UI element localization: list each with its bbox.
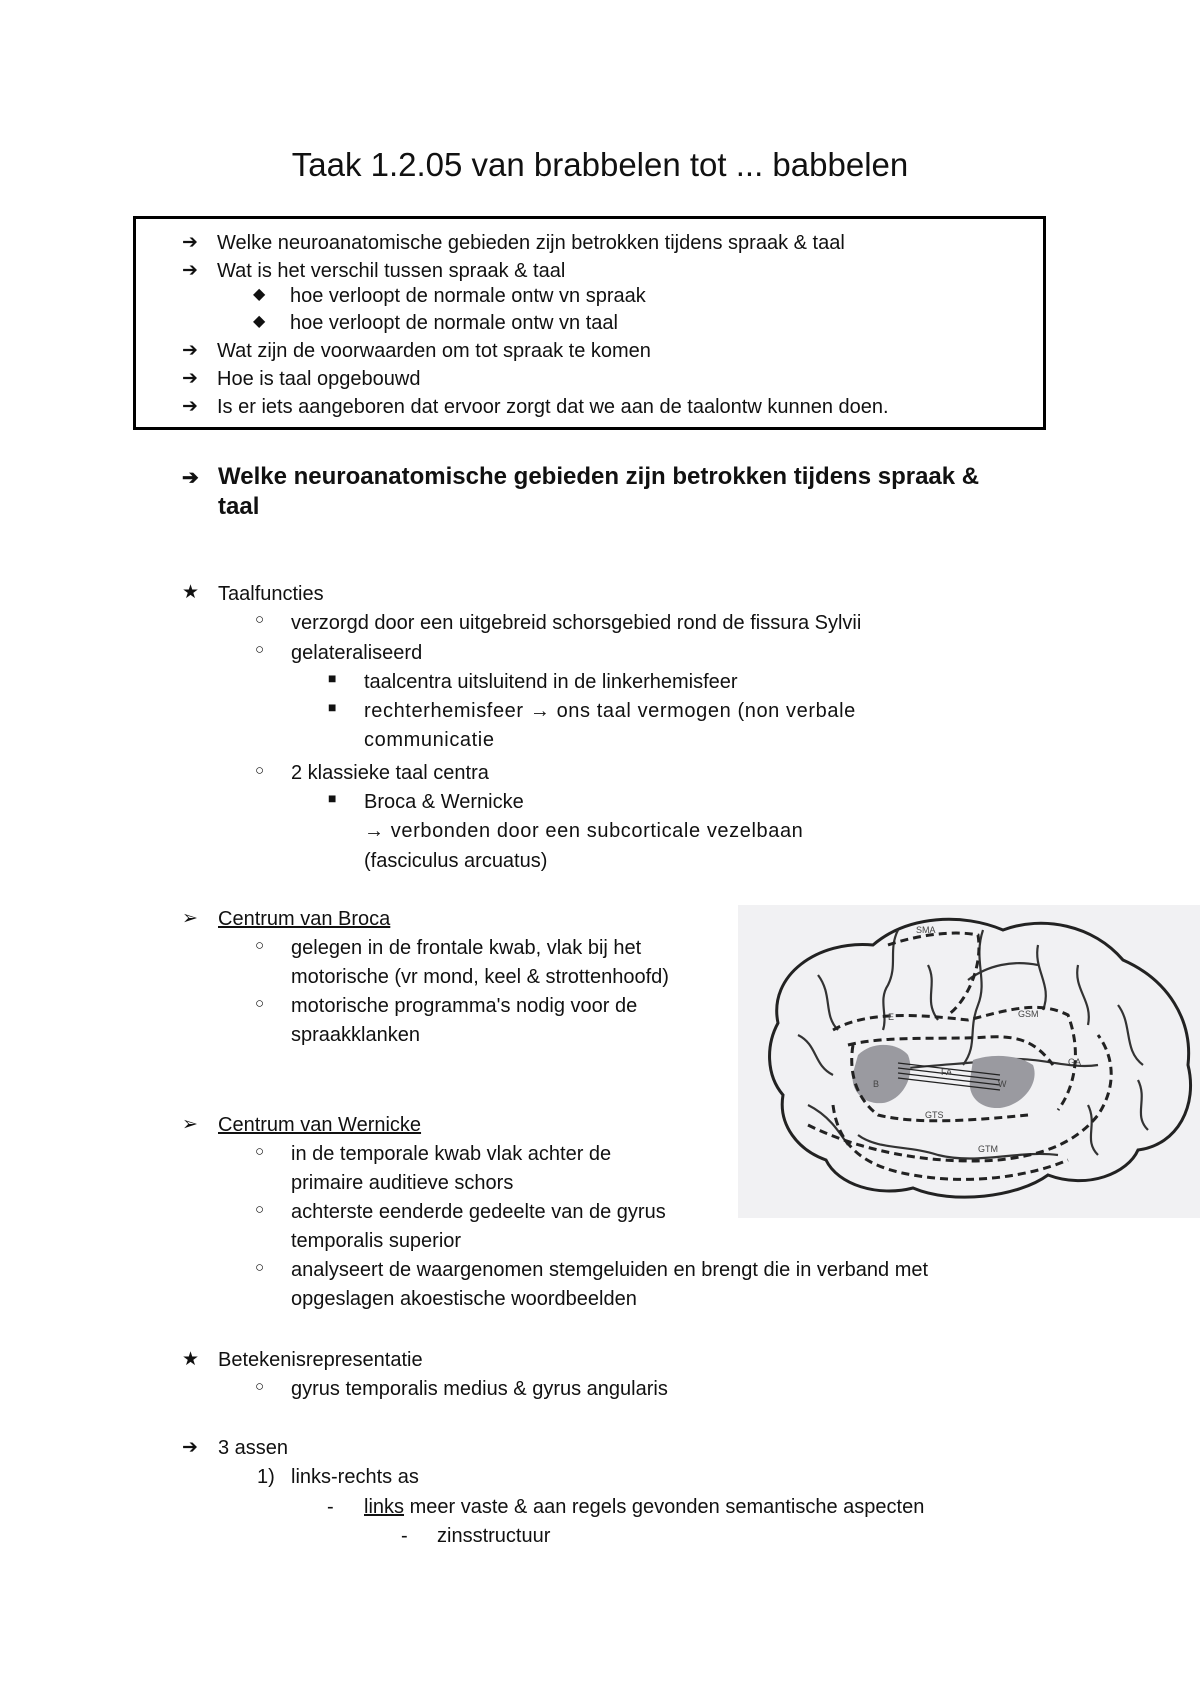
numbered-marker: 1) [257, 1466, 275, 1488]
list-item-cont: temporalis superior [291, 1230, 462, 1252]
list-item: gyrus temporalis medius & gyrus angularis [291, 1378, 668, 1400]
star-bullet-icon: ★ [182, 1349, 200, 1370]
circle-bullet-icon: ○ [255, 611, 265, 628]
circle-bullet-icon: ○ [255, 937, 265, 954]
list-item-cont: communicatie [364, 729, 495, 751]
section-heading-cont: taal [218, 493, 260, 520]
list-item: achterste eenderde gedeelte van de gyrus [291, 1201, 666, 1223]
underlined-word: links [364, 1496, 405, 1518]
list-item: verzorgd door een uitgebreid schorsgebied rond de fissura Sylvii [291, 612, 862, 634]
list-item-cont: → verbonden door een subcorticale vezelbaan [364, 820, 804, 842]
list-item-rest: meer vaste & aan regels gevonden semantische aspecten [404, 1496, 925, 1518]
dash-bullet: - [401, 1525, 408, 1547]
triangle-bullet-icon: ➢ [182, 1114, 198, 1135]
list-item: in de temporale kwab vlak achter de [291, 1143, 612, 1165]
diagram-label: GSM [1018, 1009, 1039, 1019]
list-item: rechterhemisfeer → ons taal vermogen (non verbale [364, 700, 856, 722]
list-item: motorische programma's nodig voor de [291, 995, 638, 1017]
arrow-bullet-icon: ➔ [182, 396, 198, 417]
figure-background [738, 905, 1200, 1218]
box-question: Is er iets aangeboren dat ervoor zorgt dat we aan de taalontw kunnen doen. [217, 396, 889, 418]
diagram-label: GTS [925, 1110, 944, 1120]
list-item-cont: primaire auditieve schors [291, 1172, 514, 1194]
circle-bullet-icon: ○ [255, 1201, 265, 1218]
diagram-label: SMA [916, 925, 936, 935]
list-item: 3 assen [218, 1437, 289, 1459]
diagram-label: B [873, 1079, 880, 1089]
box-question: Hoe is taal opgebouwd [217, 368, 421, 390]
list-item: links-rechts as [291, 1466, 419, 1488]
list-item: 2 klassieke taal centra [291, 762, 489, 784]
list-item [364, 1494, 924, 1520]
subheading-broca: Centrum van Broca [218, 908, 391, 930]
square-bullet-icon: ■ [328, 790, 337, 806]
circle-bullet-icon: ○ [255, 1143, 265, 1160]
list-item: Betekenisrepresentatie [218, 1349, 423, 1371]
diamond-bullet-icon: ◆ [253, 286, 266, 303]
list-item: gelegen in de frontale kwab, vlak bij het [291, 937, 642, 959]
circle-bullet-icon: ○ [255, 1378, 265, 1395]
box-subquestion: hoe verloopt de normale ontw vn taal [290, 312, 618, 334]
arrow-bullet-icon: ➔ [182, 467, 199, 489]
list-item-cont: (fasciculus arcuatus) [364, 850, 548, 872]
square-bullet-icon: ■ [328, 699, 337, 715]
list-item: zinsstructuur [437, 1525, 551, 1547]
arrow-bullet-icon: ➔ [182, 232, 198, 253]
triangle-bullet-icon: ➢ [182, 908, 198, 929]
subheading-wernicke: Centrum van Wernicke [218, 1114, 422, 1136]
box-question: Wat is het verschil tussen spraak & taal [217, 260, 566, 282]
square-bullet-icon: ■ [328, 670, 337, 686]
list-item: Taalfuncties [218, 583, 324, 605]
list-item: gelateraliseerd [291, 642, 423, 664]
star-bullet-icon: ★ [182, 582, 200, 603]
diagram-label: GA [1068, 1057, 1082, 1067]
diagram-label: W [998, 1079, 1007, 1089]
arrow-bullet-icon: ➔ [182, 1437, 198, 1458]
page-title: Taak 1.2.05 van brabbelen tot ... babbelen [291, 146, 909, 183]
arrow-bullet-icon: ➔ [182, 368, 198, 389]
box-question: Wat zijn de voorwaarden om tot spraak te komen [217, 340, 651, 362]
circle-bullet-icon: ○ [255, 641, 265, 658]
section-heading: Welke neuroanatomische gebieden zijn betrokken tijdens spraak & [218, 463, 980, 490]
diagram-label: GTM [978, 1144, 998, 1154]
dash-bullet: - [327, 1496, 334, 1518]
diagram-label: E [888, 1012, 895, 1022]
list-item: analyseert de waargenomen stemgeluiden en brengt die in verband met [291, 1259, 929, 1281]
list-item-cont: spraakklanken [291, 1024, 420, 1046]
circle-bullet-icon: ○ [255, 995, 265, 1012]
list-item-cont: motorische (vr mond, keel & strottenhoofd) [291, 966, 669, 988]
list-item-cont: opgeslagen akoestische woordbeelden [291, 1288, 637, 1310]
circle-bullet-icon: ○ [255, 1259, 265, 1276]
diagram-label: FA [941, 1067, 953, 1077]
circle-bullet-icon: ○ [255, 762, 265, 779]
arrow-bullet-icon: ➔ [182, 260, 198, 281]
arrow-bullet-icon: ➔ [182, 340, 198, 361]
list-item: Broca & Wernicke [364, 791, 524, 813]
diamond-bullet-icon: ◆ [253, 313, 266, 330]
brain-diagram [738, 905, 1200, 1218]
box-question: Welke neuroanatomische gebieden zijn betrokken tijdens spraak & taal [217, 232, 845, 254]
box-subquestion: hoe verloopt de normale ontw vn spraak [290, 285, 646, 307]
list-item: taalcentra uitsluitend in de linkerhemisfeer [364, 671, 738, 693]
